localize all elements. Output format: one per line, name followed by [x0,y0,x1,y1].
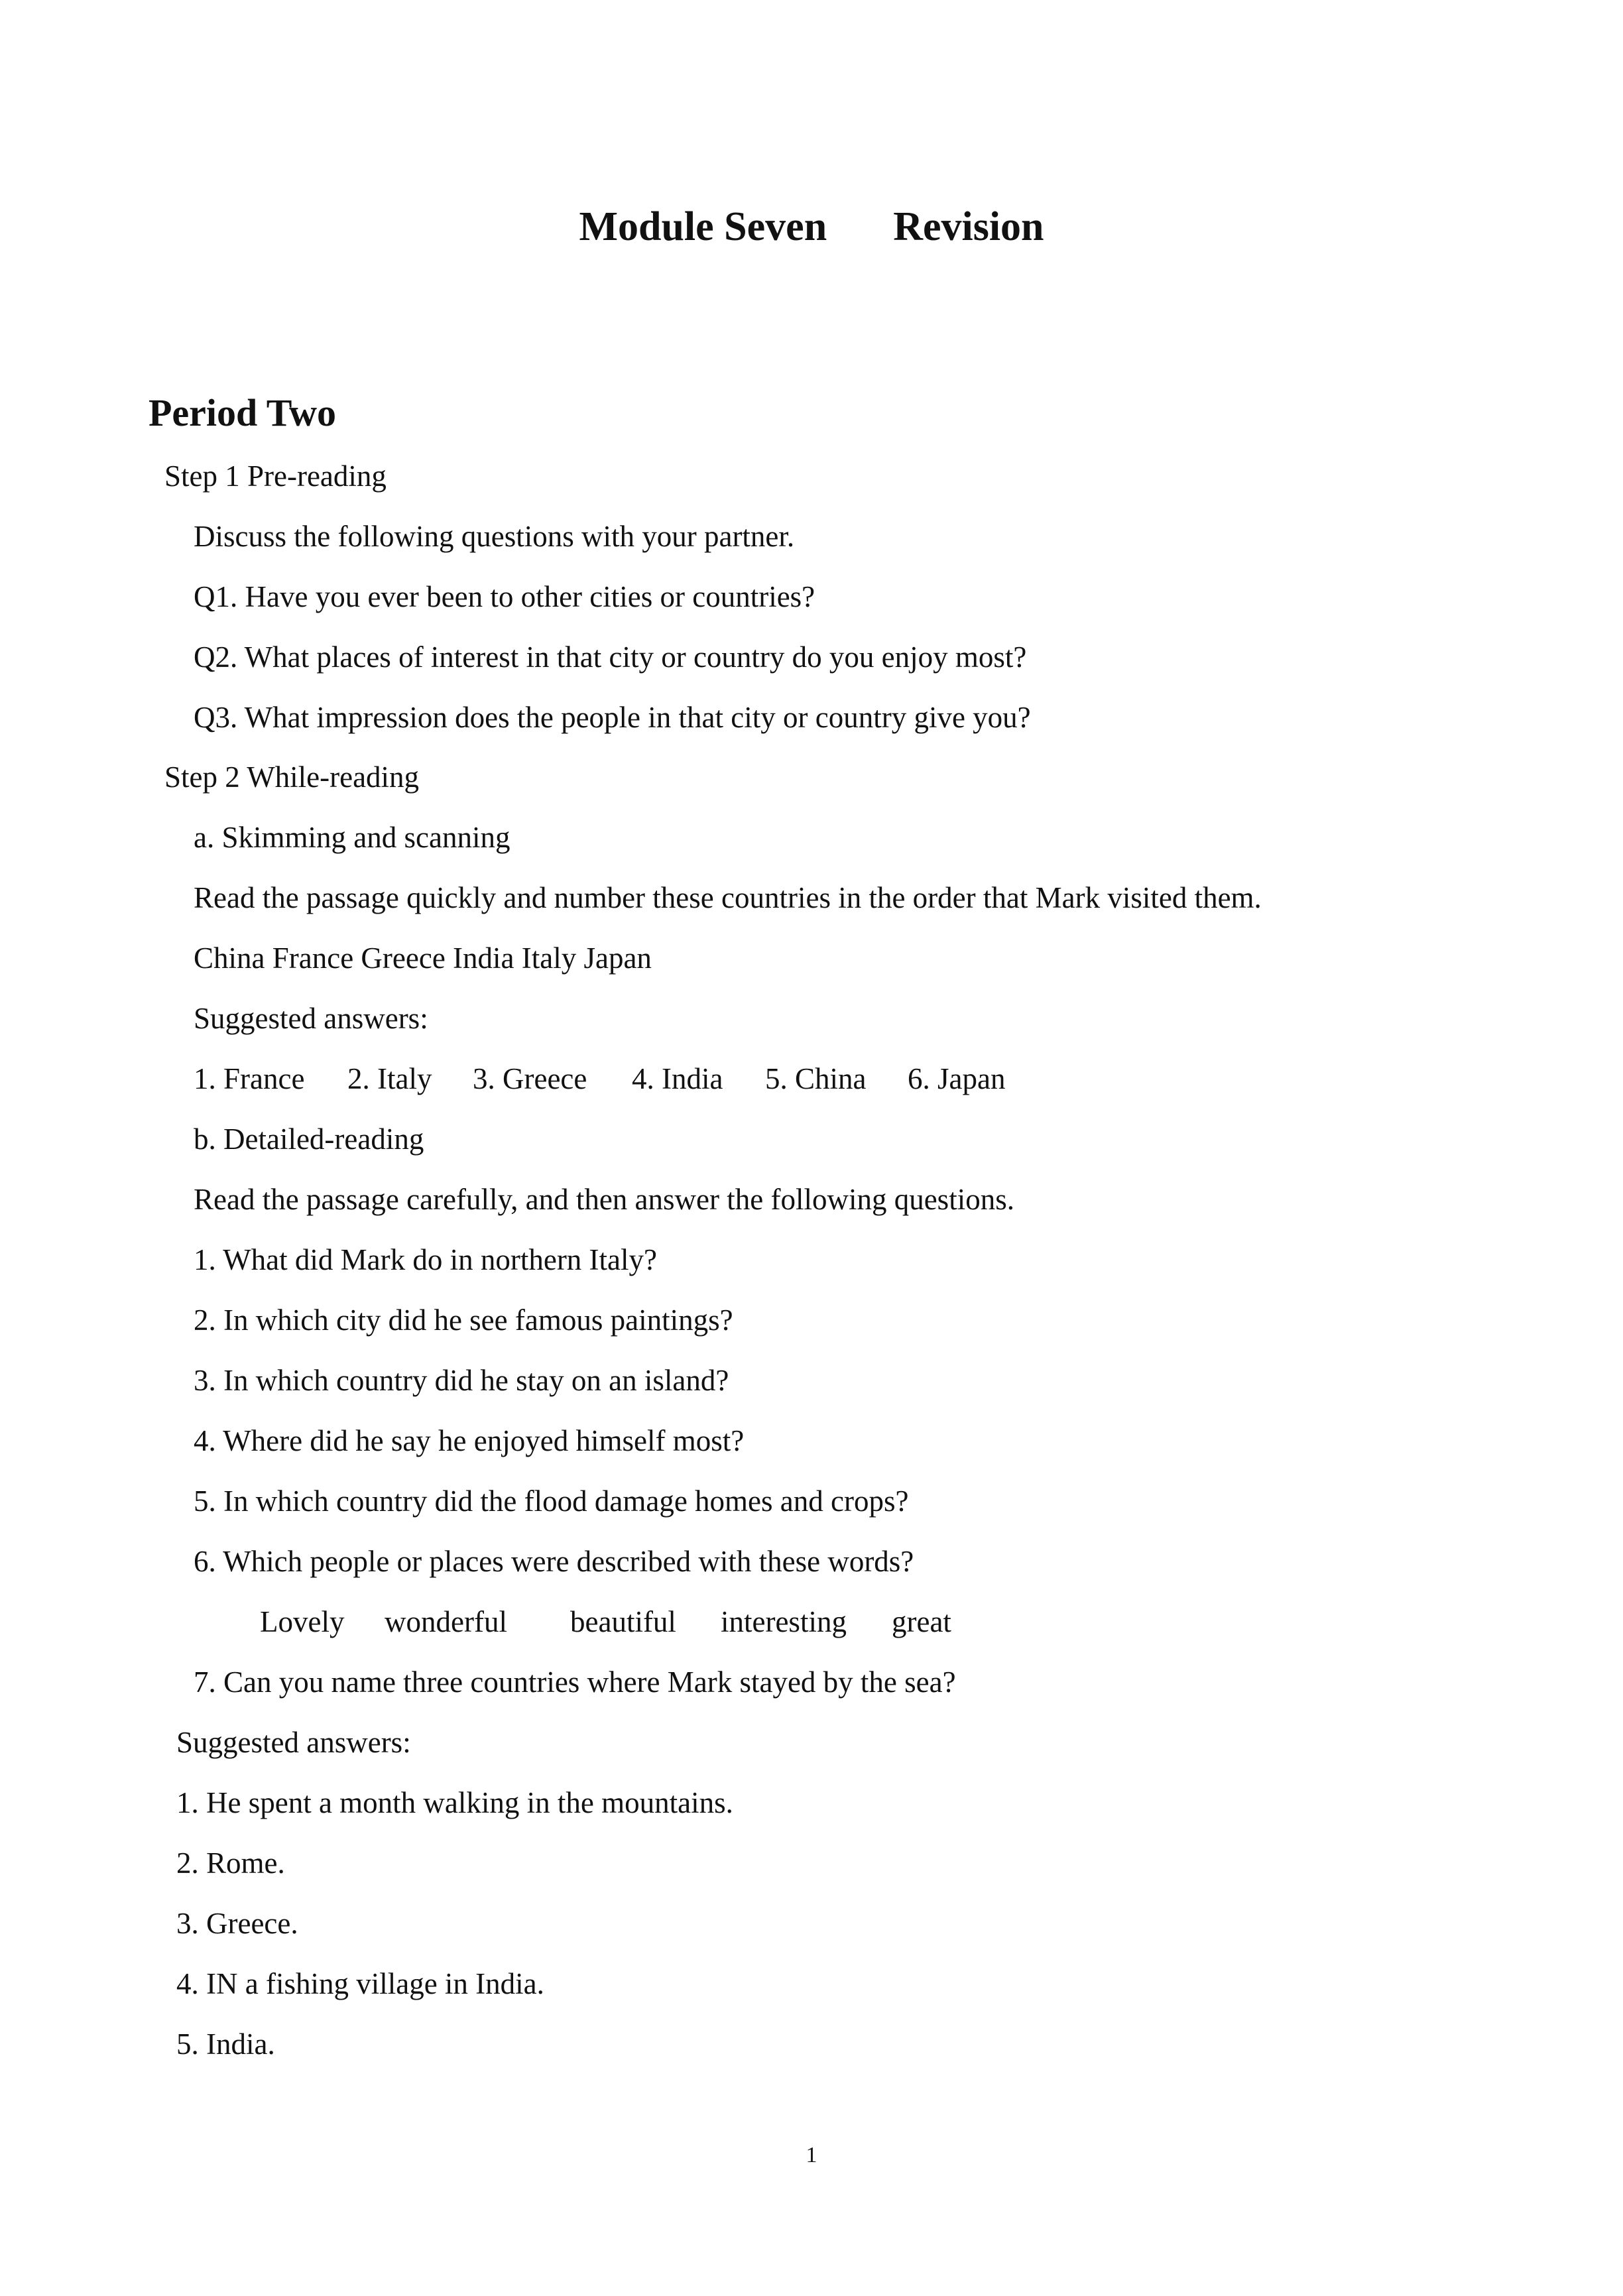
section-b-suggested-label: Suggested answers: [176,1726,411,1759]
descriptive-word: great [892,1605,951,1638]
title-revision: Revision [893,204,1044,249]
descriptive-word: Lovely [260,1605,345,1638]
descriptive-word: beautiful [570,1605,676,1638]
detail-answer-3: 3. Greece. [176,1907,298,1940]
detail-question-4: 4. Where did he say he enjoyed himself most? [194,1424,745,1457]
descriptive-word: interesting [721,1605,847,1638]
step1-label: Step 1 Pre-reading [164,459,387,493]
detail-question-1: 1. What did Mark do in northern Italy? [194,1243,657,1276]
page-number: 1 [806,2143,817,2167]
step2-label: Step 2 While-reading [164,760,420,794]
period-heading: Period Two [149,391,337,434]
detail-question-2: 2. In which city did he see famous paintings? [194,1303,733,1337]
detail-answer-5: 5. India. [176,2027,275,2061]
descriptive-word: wonderful [385,1605,507,1638]
order-answer: 5. China [765,1062,867,1095]
section-a-suggested-label: Suggested answers: [194,1002,428,1035]
page-title [0,200,1623,253]
step1-instruction: Discuss the following questions with your partner. [194,520,795,553]
title-module: Module Seven [579,204,827,249]
order-answer: 3. Greece [473,1062,587,1095]
order-answer: 2. Italy [347,1062,432,1095]
step1-question-2: Q2. What places of interest in that city or country do you enjoy most? [194,640,1027,674]
detail-question-6: 6. Which people or places were described with these words? [194,1545,914,1578]
order-answer: 1. France [194,1062,305,1095]
section-b-label: b. Detailed-reading [194,1122,424,1156]
detail-answer-1: 1. He spent a month walking in the mountains. [176,1786,733,1819]
order-answer: 6. Japan [908,1062,1006,1095]
detail-answer-2: 2. Rome. [176,1846,285,1880]
detail-question-5: 5. In which country did the flood damage homes and crops? [194,1484,909,1518]
descriptive-words [260,1602,951,1642]
step1-question-1: Q1. Have you ever been to other cities or countries? [194,580,815,613]
detail-question-7: 7. Can you name three countries where Mark stayed by the sea? [194,1665,956,1699]
step1-question-3: Q3. What impression does the people in that city or country give you? [194,701,1031,734]
detail-question-3: 3. In which country did he stay on an island? [194,1364,729,1397]
order-answers [194,1059,1005,1099]
section-b-instruction: Read the passage carefully, and then answer the following questions. [194,1183,1014,1216]
order-answer: 4. India [632,1062,723,1095]
country-list: China France Greece India Italy Japan [194,941,652,975]
section-a-label: a. Skimming and scanning [194,821,511,854]
section-a-instruction: Read the passage quickly and number these countries in the order that Mark visited them. [194,881,1262,914]
detail-answer-4: 4. IN a fishing village in India. [176,1967,544,2000]
